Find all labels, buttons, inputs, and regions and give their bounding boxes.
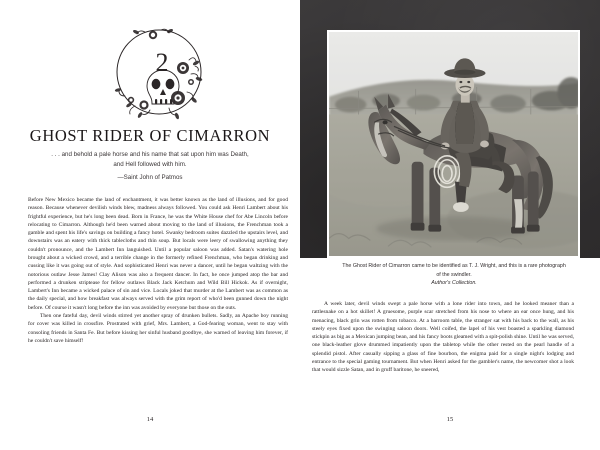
page-number-left: 14 (146, 416, 154, 423)
paragraph: Before New Mexico became the land of enchantment, it was better known as the land of illusions, and for good reason. Because whenever devilish winds blew, madness always followed. You could ask Henri Lambert about his frightful experience, but he's long been dead. Born in France, he was the White House chef for Abe Lincoln before relocating to Cimarron. Although he'd been warned about moving to the land of illusions, the Frenchman took a gamble and spent his life's savings on building a fancy hotel. Swanky bedroom suites dazzled the upstairs level, and downstairs was an eatery with thick tablecloths and thin soup. But locals were leery of swallowing anything they couldn't pronounce, and the Lambert Inn languished. Until a popular saloon was added. Satan's watering hole brought about a wicked crowd, and a terrible change in the formerly refined Frenchman, who began drinking and cussing like it was going out of style. And sophisticated Henri was never a dancer, until he began waltzing with the notorious outlaw Jesse James! Clay Alison was also a frequent dancer. In fact, he once jumped atop the bar and performed a drunken striptease for fellow outlaws Black Jack Ketchum and Wild Bill Hickok. As if overnight, Lambert's Inn became a wicked palace of sin and vice. Locals joked that murder at the Lambert was as common as the daily special, and how breakfast was always served with the grim report of who'd been gunned down the night before. Of course it wasn't long before the inn was avoided by everyone but those on the outs. (28, 197, 288, 311)
chapter-number: 2 (155, 48, 169, 77)
photo-caption (340, 262, 568, 288)
paragraph: A week later, devil winds swept a pale horse with a lone rider into town, and he looked meaner than a rattlesnake on a hot skillet! A gruesome, purple scar stretched from his nose to where an ear once hung, and his menacing, black grin was rotten from tobacco. At a barroom table, the stranger sat with his back to the wall, as his steely eyes fixed upon the swinging saloon doors. Well coifed, the lapel of his vest boasted a sparkling diamond stickpin as big as a Mexican jumping bean, and his fancy boots gleamed with a spit-polish shine. Until he was served, one black-leather glove drummed impatiently upon the tabletop while the other rested on the pearl handle of a splendid pistol. After casually sipping a glass of fine bourbon, the enigma paid for a single night's lodging and entrance to the special gaming tournament. But when Henri asked for the gambler's name, the newcomer shot a look that would sizzle Satan, and in gruff baritone, he sneered, (312, 301, 574, 374)
right-page (300, 0, 600, 450)
photo-caption-text: The Ghost Rider of Cimarron came to be identified as T. J. Wright, and this is a rare photograph of the swindler. (342, 263, 566, 278)
cowboy-on-horse-photo (329, 32, 578, 256)
left-page-body (28, 196, 288, 345)
photo-frame (327, 30, 580, 258)
page-number-right: 15 (446, 416, 454, 423)
epigraph (46, 150, 254, 182)
epigraph-quote: . . . and behold a pale horse and his name that sat upon him was Death, and Hell followed with him. (51, 151, 249, 168)
chapter-title: GHOST RIDER OF CIMARRON (29, 126, 271, 145)
chapter-ornament-skull-roses-icon (103, 22, 221, 134)
paragraph: Then one fateful day, devil winds stirred yet another spray of drunken bullets. Sadly, an Apache boy running for cover was killed in crossfire. Prostrated with grief, Mrs. Lambert, a God-fearing woman, went to stay with consoling friends in Santa Fe. But before kissing her sinful husband goodbye, she warned of leaving him forever, if he couldn't save himself! (28, 312, 288, 344)
epigraph-attribution: —Saint John of Patmos (117, 173, 183, 181)
photo-credit: Author's Collection. (431, 280, 477, 287)
right-page-body (312, 300, 574, 375)
